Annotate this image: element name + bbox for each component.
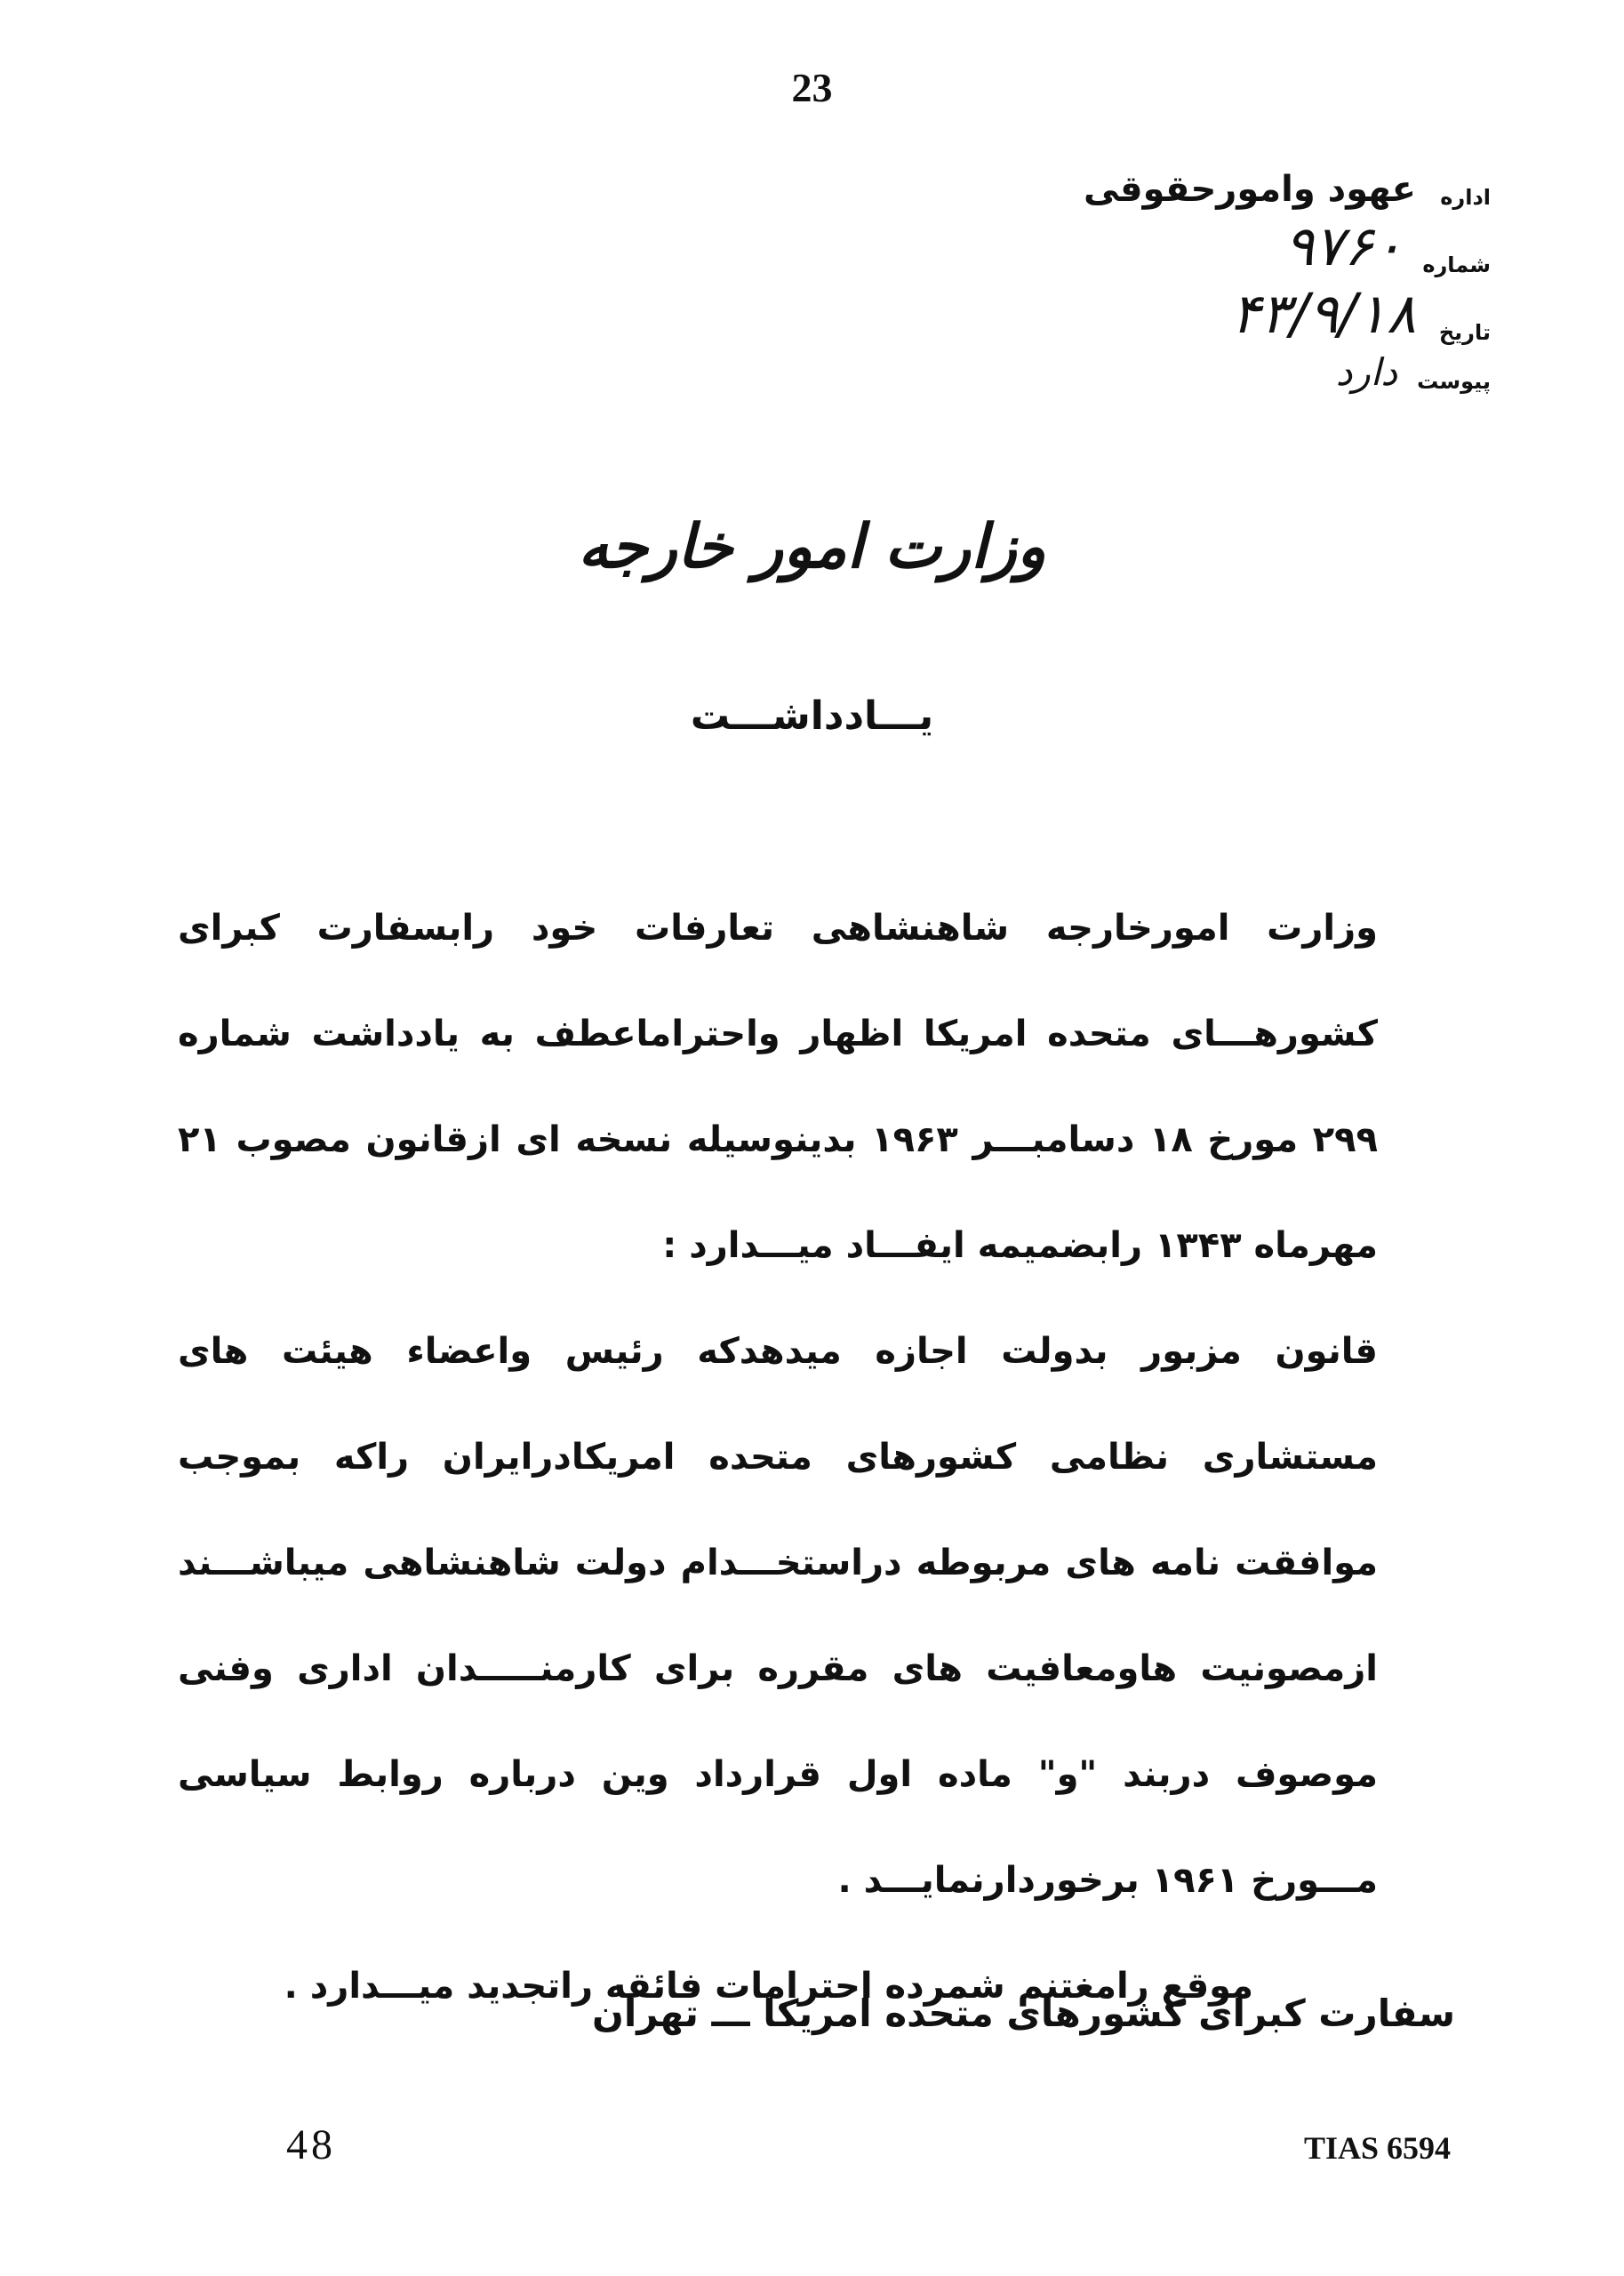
recipient-address: سفارت کبرای کشورهای متحده امریکا ـــ تهران [592, 1992, 1455, 2035]
stamp-date-value: ۴۳/۹/۱۸ [1230, 281, 1416, 346]
footer-page-number: 48 [286, 2121, 336, 2168]
stamp-number-label: شماره [1422, 252, 1491, 277]
stamp-attachment-value: دارد [1335, 350, 1398, 394]
stamp-office-row [940, 169, 1491, 210]
stamp-office-label: اداره [1440, 185, 1491, 210]
stamp-attachment-label: پیوست [1417, 369, 1491, 394]
stamp-date-label: تاریخ [1438, 320, 1491, 345]
note-heading: یـــادداشـــت [690, 693, 934, 739]
office-stamp [940, 169, 1491, 399]
stamp-office-value: عهود وامورحقوقی [1083, 169, 1416, 210]
stamp-number-row [940, 215, 1491, 277]
body-paragraph-2: قانون مزبور بدولت اجازه میدهدکه رئیس واعضاء هیئت های مستشاری نظامی کشورهای متحده امریکادرایران راکه بموجب موافقت نامه های مربوطه دراستخـــدام دولت شاهنشاهی میباشـــند ازمصونیت هاومعافیت های مقرره برای کارمنـــــدان اداری وفنی موصوف دربند "و" ماده اول قرارداد وین درباره روابط سیاسی مـــورخ ۱۹۶۱ برخوردارنمایـــد . [178, 1331, 1378, 1901]
stamp-number-value: ۹۷۶۰ [1284, 213, 1404, 278]
stamp-date-row [940, 283, 1491, 345]
ministry-title: وزارت امور خارجه [578, 511, 1046, 582]
stamp-attachment-row [940, 350, 1491, 394]
body-paragraph-1: وزارت امورخارجه شاهنشاهی تعارفات خود رابسفارت کبرای کشورهـــای متحده امریکا اظهار واحتراماعطف به یادداشت شماره ۲۹۹ مورخ ۱۸ دسامبـــر ۱۹۶۳ بدینوسیله نسخه ای ازقانون مصوب ۲۱ مهرماه ۱۳۴۳ رابضمیمه ایفـــاد میـــدارد : [178, 908, 1378, 1266]
body-closing: موقع رامغتنم شمرده احترامات فائقه راتجدید میـــدارد . [284, 1966, 1253, 2007]
note-body [178, 876, 1458, 2040]
page-number-top: 23 [791, 65, 833, 110]
footer-reference: TIAS 6594 [1303, 2130, 1451, 2166]
